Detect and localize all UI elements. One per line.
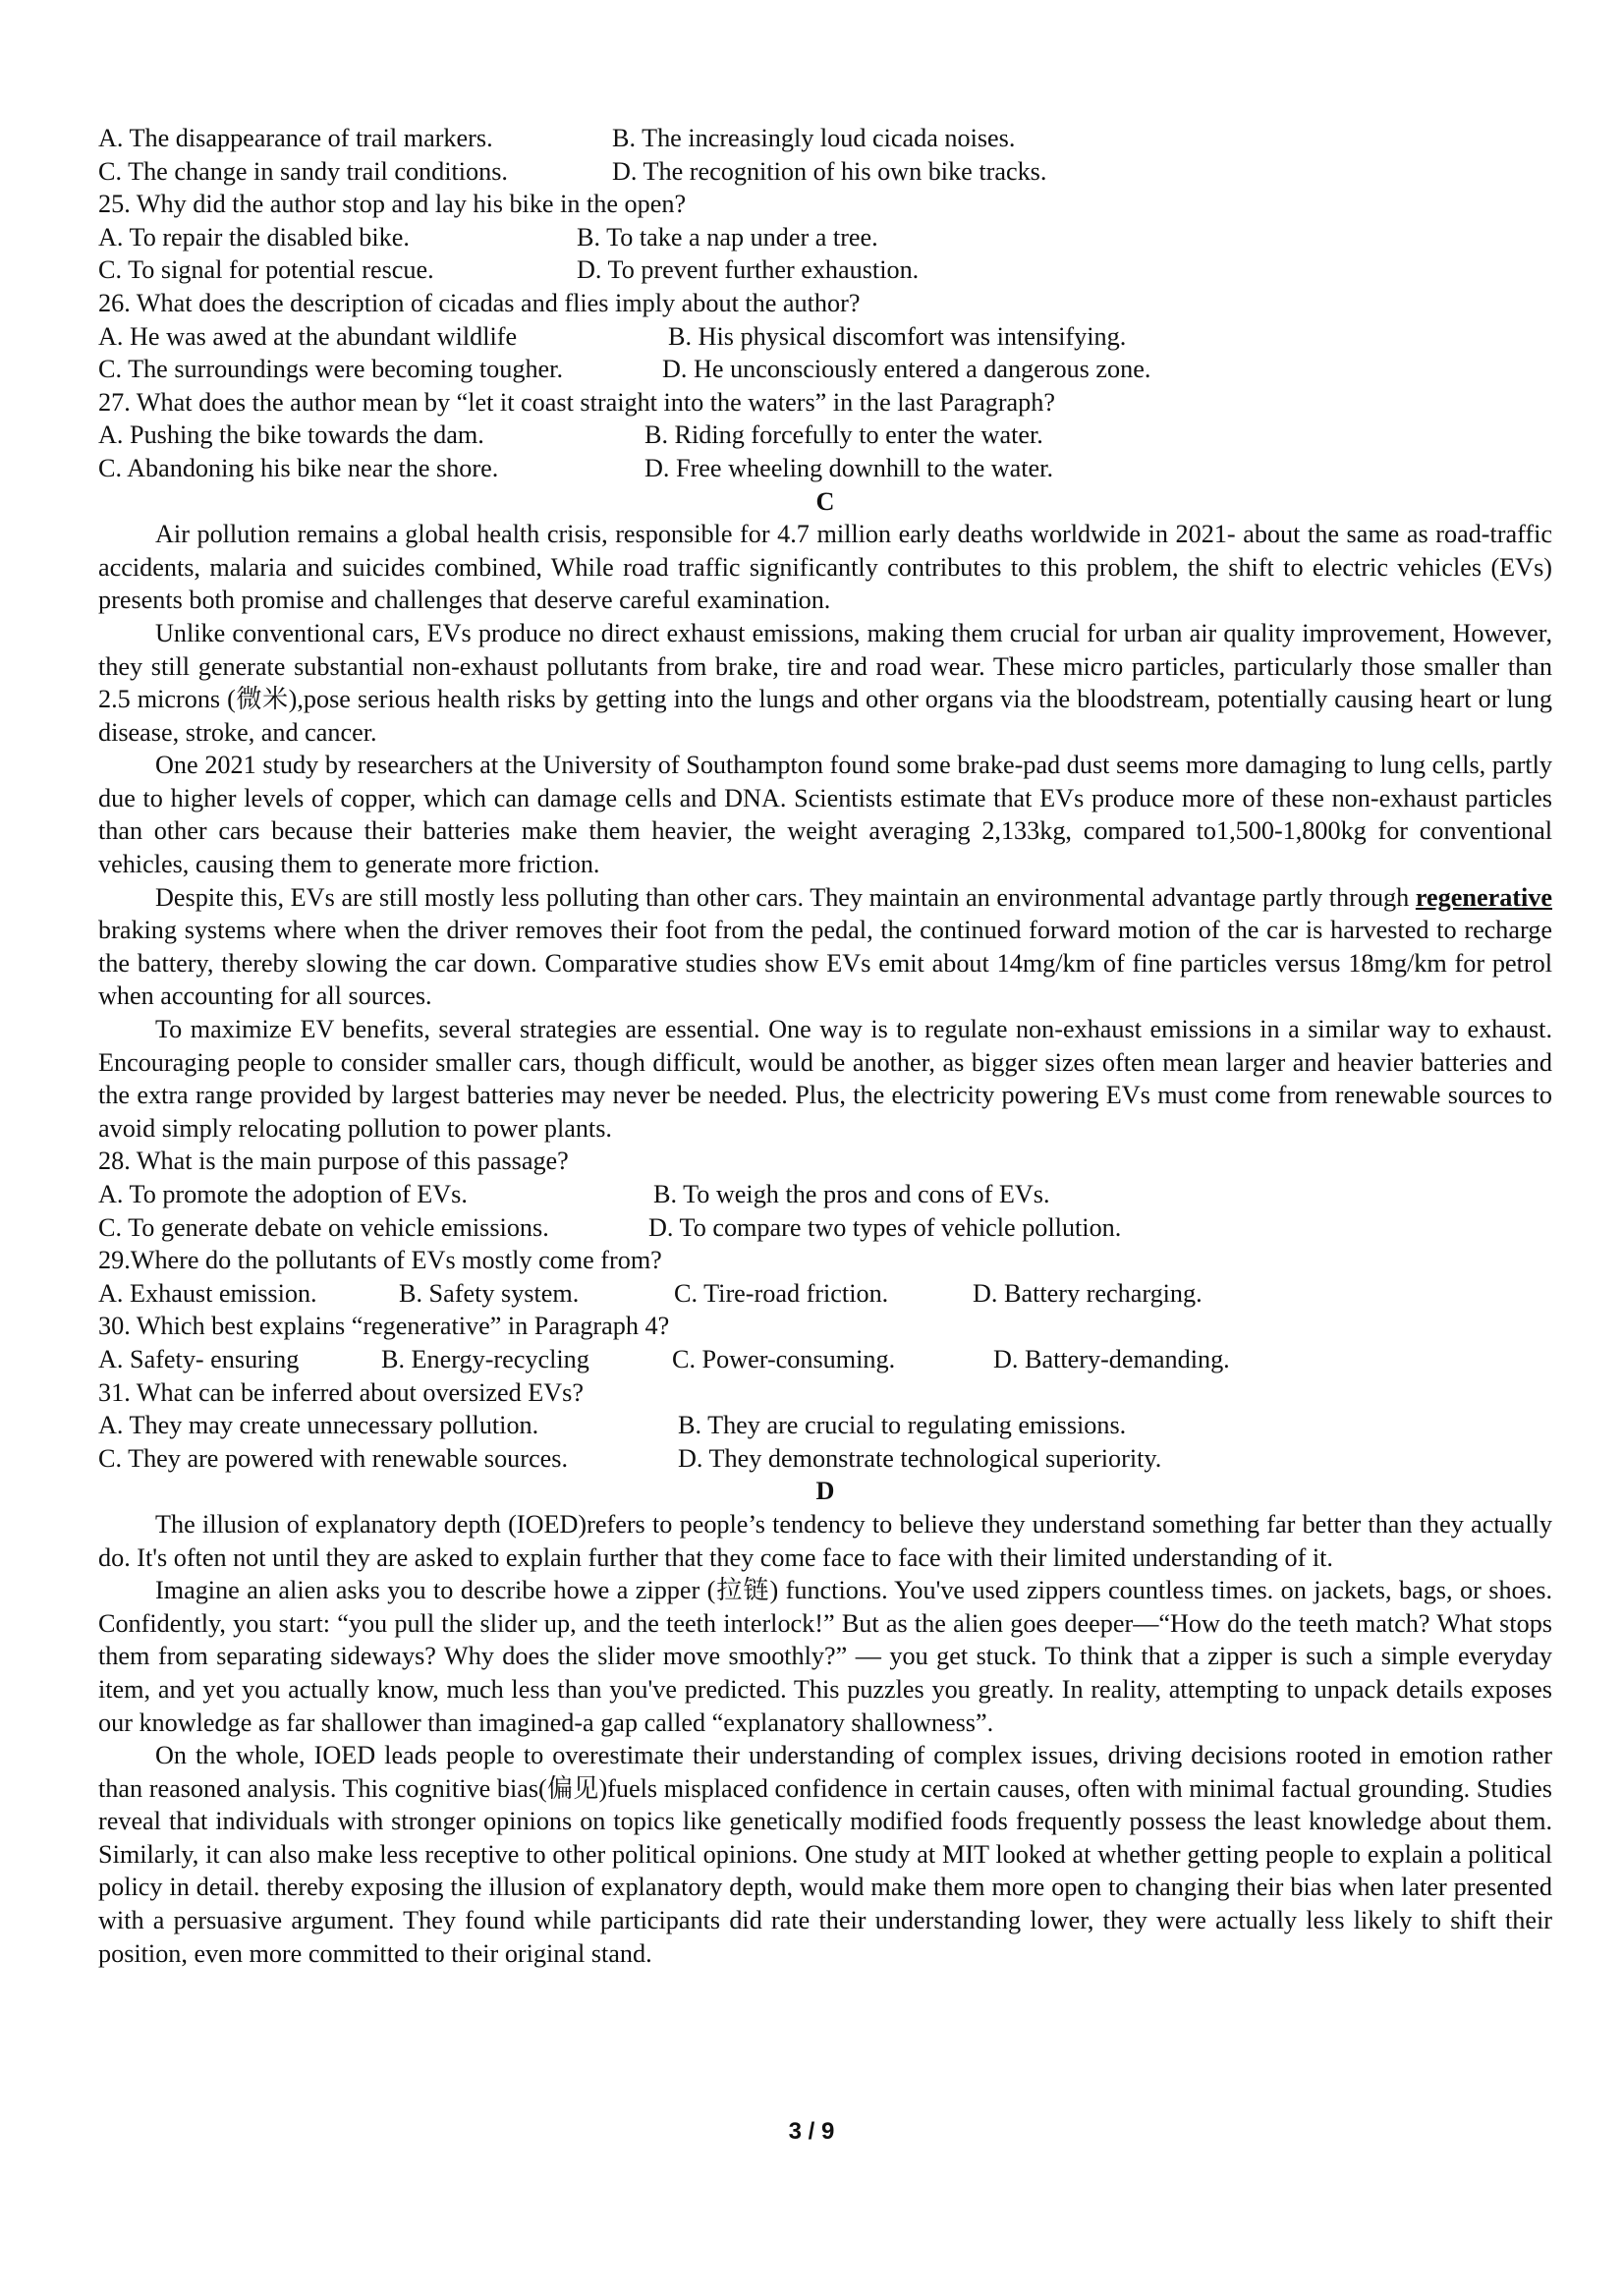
page-number: 3 / 9 [788,2118,835,2145]
q24-option-b: B. The increasingly loud cicada noises. [612,124,1016,152]
q28-options-row1 [98,1178,1552,1211]
q28-option-d: D. To compare two types of vehicle pollution. [648,1212,1122,1242]
paragraph-4-text-after: braking systems where when the driver removes their foot from the pedal, the continued forward motion of the car is harvested to recharge the battery, thereby slowing the car down. Comparative studies show EVs emit about 14mg/km of fine particles versus 18mg/km for petrol when accounting for all sources. [98,916,1552,1011]
q31-option-b: B. They are crucial to regulating emissions. [678,1411,1127,1440]
q24-options-row1 [98,122,1552,155]
section-c-paragraph-5: To maximize EV benefits, several strategies are essential. One way is to regulate non-exhaust emissions in a similar way to exhaust. Encouraging people to consider smaller cars, though difficult, would be another, as bigger sizes often mean larger and heavier batteries and the extra range provided by largest batteries may never be needed. Plus, the electricity powering EVs must come from renewable sources to avoid simply relocating pollution to power plants. [98,1015,1552,1143]
q30-option-b: B. Energy-recycling [381,1344,589,1373]
q31-option-a: A. They may create unnecessary pollution. [98,1411,539,1440]
q25-option-b: B. To take a nap under a tree. [577,222,878,252]
q27-option-b: B. Riding forcefully to enter the water. [644,420,1043,450]
q28-option-c: C. To generate debate on vehicle emissions. [98,1212,549,1242]
exam-page [98,122,1552,1970]
section-c-paragraph-1: Air pollution remains a global health crisis, responsible for 4.7 million early deaths worldwide in 2021- about the same as road-traffic accidents, malaria and suicides combined, While road traffic significantly contributes to this problem, the shift to electric vehicles (EVs) presents both promise and challenges that deserve careful examination. [98,520,1552,615]
q28-option-a: A. To promote the adoption of EVs. [98,1180,468,1208]
q24-option-c: C. The change in sandy trail conditions. [98,156,508,186]
q27-stem: 27. What does the author mean by “let it coast straight into the waters” in the last Paragraph? [98,387,1055,417]
q30-option-d: D. Battery-demanding. [993,1344,1230,1373]
q25-option-d: D. To prevent further exhaustion. [577,255,920,285]
q31-options-row2 [98,1442,1552,1476]
q25-stem: 25. Why did the author stop and lay his bike in the open? [98,190,687,219]
q24-options-row2 [98,155,1552,189]
q29-option-b: B. Safety system. [399,1278,580,1308]
q25-options-row2 [98,253,1552,287]
q27-option-a: A. Pushing the bike towards the dam. [98,420,484,450]
q26-option-c: C. The surroundings were becoming tougher. [98,355,563,384]
section-d-paragraph-3: On the whole, IOED leads people to overestimate their understanding of complex issues, driving decisions rooted in emotion rather than reasoned analysis. This cognitive bias(偏见)fuels misplaced confidence in certain causes, often with minimal factual grounding. Studies reveal that individuals with stronger opinions on topics like genetically modified foods frequently possess the least knowledge about them. Similarly, it can also make less receptive to other political opinions. One study at MIT looked at whether getting people to explain a political policy in detail. thereby exposing the illusion of explanatory depth, would make them more open to changing their bias when later presented with a persuasive argument. They found while participants did rate their understanding lower, they were actually less likely to shift their position, even more committed to their original stand. [98,1741,1552,1968]
section-c-heading: C [815,486,835,516]
section-c-paragraph-3: One 2021 study by researchers at the University of Southampton found some brake-pad dust seems more damaging to lung cells, partly due to higher levels of copper, which can damage cells and DNA. Scientists estimate that EVs produce more of these non-exhaust particles than other cars because their batteries make them heavier, the weight averaging 2,133kg, compared to1,500-1,800kg for conventional vehicles, causing them to generate more friction. [98,751,1552,879]
q29-option-c: C. Tire-road friction. [674,1278,889,1308]
q30-option-a: A. Safety- ensuring [98,1344,300,1373]
q25-options-row1 [98,221,1552,254]
q27-options-row2 [98,452,1552,485]
q30-stem: 30. Which best explains “regenerative” in Paragraph 4? [98,1312,670,1341]
section-d-paragraph-1: The illusion of explanatory depth (IOED)refers to people’s tendency to believe they understand something far better than they actually do. It's often not until they are asked to explain further that they come face to face with their limited understanding of it. [98,1509,1552,1572]
q27-option-d: D. Free wheeling downhill to the water. [644,453,1053,482]
q31-stem: 31. What can be inferred about oversized EVs? [98,1377,584,1407]
q26-option-b: B. His physical discomfort was intensifying. [668,321,1127,351]
q26-options-row1 [98,320,1552,354]
q26-option-a: A. He was awed at the abundant wildlife [98,321,518,351]
q25-option-a: A. To repair the disabled bike. [98,222,410,252]
q29-stem: 29.Where do the pollutants of EVs mostly come from? [98,1246,662,1275]
section-d-heading: D [815,1477,835,1506]
q26-stem: 26. What does the description of cicadas and flies imply about the author? [98,288,861,317]
q27-options-row1 [98,419,1552,452]
section-c-paragraph-2: Unlike conventional cars, EVs produce no direct exhaust emissions, making them crucial for urban air quality improvement, However, they still generate substantial non-exhaust pollutants from brake, tire and road wear. These micro particles, particularly those smaller than 2.5 microns (微米),pose serious health risks by getting into the lungs and other organs via the bloodstream, potentially causing heart or lung disease, stroke, and cancer. [98,618,1552,747]
underlined-word-regenerative: regenerative [1415,882,1552,912]
q30-option-c: C. Power-consuming. [672,1344,896,1373]
q30-options [98,1343,1552,1376]
q31-option-d: D. They demonstrate technological superiority. [678,1443,1162,1473]
q27-option-c: C. Abandoning his bike near the shore. [98,453,499,482]
q28-option-b: B. To weigh the pros and cons of EVs. [653,1180,1050,1208]
q26-options-row2 [98,353,1552,386]
q29-option-d: D. Battery recharging. [973,1278,1203,1308]
q26-option-d: D. He unconsciously entered a dangerous zone. [662,355,1151,384]
q29-options [98,1277,1552,1311]
q31-option-c: C. They are powered with renewable sources. [98,1443,568,1473]
q29-option-a: A. Exhaust emission. [98,1278,317,1308]
paragraph-4-text-before: Despite this, EVs are still mostly less polluting than other cars. They maintain an environmental advantage partly through [155,882,1416,912]
q24-option-d: D. The recognition of his own bike tracks. [612,156,1047,186]
section-c-paragraph-4 [98,881,1552,1013]
q24-option-a: A. The disappearance of trail markers. [98,124,493,152]
q25-option-c: C. To signal for potential rescue. [98,255,434,285]
q31-options-row1 [98,1409,1552,1442]
q28-options-row2 [98,1211,1552,1245]
q28-stem: 28. What is the main purpose of this passage? [98,1147,569,1176]
section-d-paragraph-2: Imagine an alien asks you to describe howe a zipper (拉链) functions. You've used zippers countless times. on jackets, bags, or shoes. Confidently, you start: “you pull the slider up, and the teeth interlock!” But as the alien goes deeper—“How do the teeth match? What stops them from separating sideways? Why does the slider move smoothly?” — you get stuck. To think that a zipper is such a simple everyday item, and yet you actually know, much less than you've predicted. This puzzles you greatly. In reality, attempting to unpack details exposes our knowledge as far shallower than imagined-a gap called “explanatory shallowness”. [98,1576,1552,1737]
